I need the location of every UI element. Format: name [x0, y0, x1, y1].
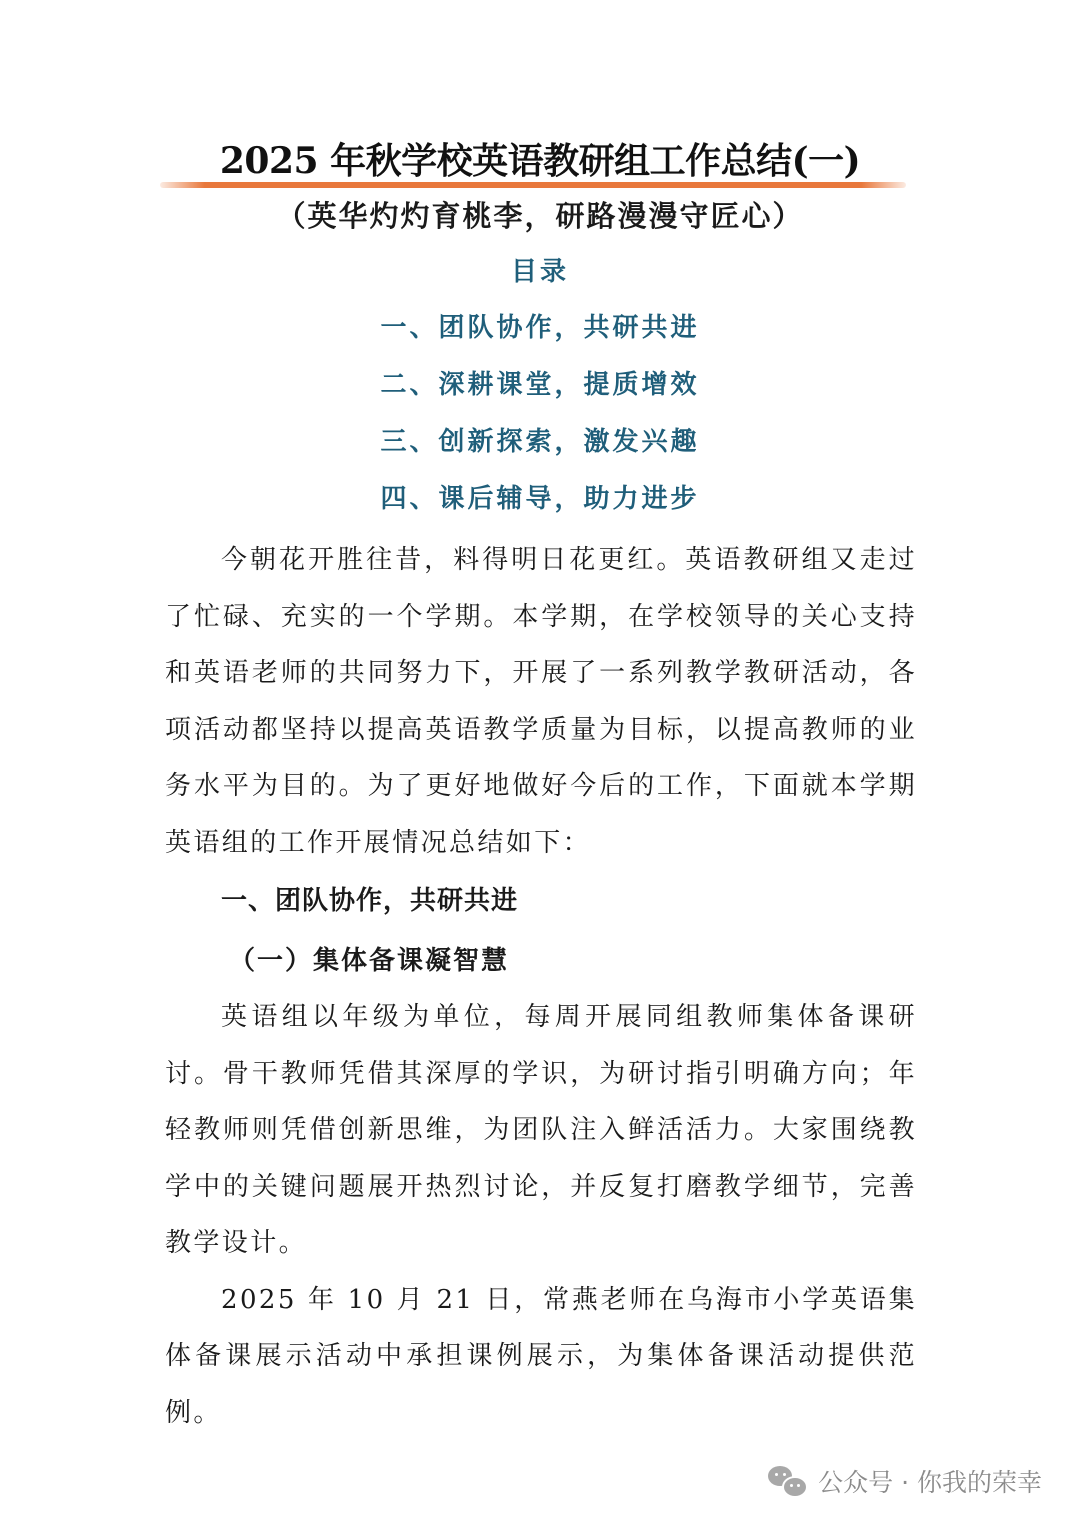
toc-item: 二、深耕课堂，提质增效 — [380, 370, 700, 400]
toc-item: 三、创新探索，激发兴趣 — [380, 427, 700, 457]
watermark — [768, 1457, 1042, 1505]
title-block — [0, 138, 1080, 184]
title-underline — [160, 182, 906, 188]
body-paragraph: 2025 年 10 月 21 日，常燕老师在乌海市小学英语集体备课展示活动中承担课例展示，为集体备课活动提供范例。 — [165, 1284, 917, 1428]
watermark-text: 公众号 · 你我的荣幸 — [818, 1468, 1042, 1497]
section-heading: 一、团队协作，共研共进 — [221, 886, 519, 916]
document-subtitle: （英华灼灼育桃李，研路漫漫守匠心） — [276, 199, 804, 233]
intro-paragraph: 今朝花开胜往昔，料得明日花更红。英语教研组又走过了忙碌、充实的一个学期。本学期，在学校领导的关心支持和英语老师的共同努力下，开展了一系列教学教研活动，各项活动都坚持以提高英语教学质量为目标，以提高教师的业务水平为目的。为了更好地做好今后的工作，下面就本学期英语组的工作开展情况总结如下： — [165, 545, 917, 858]
document-body — [165, 532, 917, 1441]
subsection-heading: （一）集体备课凝智慧 — [229, 946, 510, 976]
toc-item: 一、团队协作，共研共进 — [380, 313, 700, 343]
toc-heading: 目录 — [510, 257, 569, 287]
body-paragraph: 英语组以年级为单位，每周开展同组教师集体备课研讨。骨干教师凭借其深厚的学识，为研讨指引明确方向；年轻教师则凭借创新思维，为团队注入鲜活活力。大家围绕教学中的关键问题展开热烈讨论，并反复打磨教学细节，完善教学设计。 — [165, 1002, 917, 1258]
wechat-icon — [768, 1464, 808, 1498]
table-of-contents — [0, 252, 1080, 536]
toc-item: 四、课后辅导，助力进步 — [380, 484, 700, 514]
toc-list — [0, 308, 1080, 536]
document-title: 2025 年秋学校英语教研组工作总结(一) — [219, 140, 861, 182]
